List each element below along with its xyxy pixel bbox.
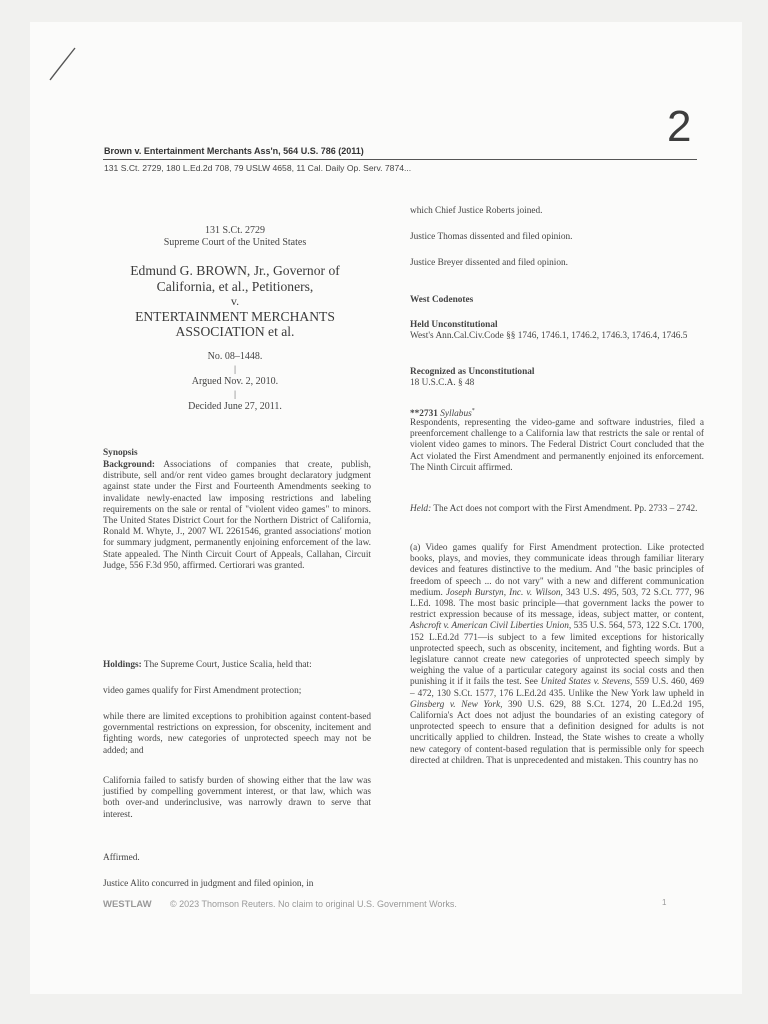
held-paragraph: Held: The Act does not comport with the First Amendment. Pp. 2733 – 2742.	[410, 504, 698, 514]
petitioner-line-2: California, et al., Petitioners,	[156, 279, 314, 294]
holding-item: video games qualify for First Amendment protection;	[103, 686, 302, 696]
recognized-unconstitutional-label: Recognized as Unconstitutional	[410, 367, 535, 377]
separator: |	[234, 364, 236, 374]
case-citations: 131 S.Ct. 2729, 180 L.Ed.2d 708, 79 USLW 4658, 11 Cal. Daily Op. Serv. 7874...	[104, 163, 412, 173]
header-divider	[103, 159, 697, 160]
concurrence-note: Justice Alito concurred in judgment and filed opinion, in	[103, 879, 314, 889]
holding-item: California failed to satisfy burden of showing either that the law was justified by compelling government interest, or that law, which was both over-and underinclusive, was narrowly drawn to serve that interest.	[103, 776, 371, 820]
syllabus-summary: Respondents, representing the video-game and software industries, filed a preenforcement challenge to a California law that restricts the sale or rental of violent video games to minors. The Federal District Court concluded that the Act violated the First Amendment and permanently enjoined its enforcement. The Ninth Circuit affirmed.	[410, 418, 704, 473]
held-unconstitutional-statutes: West's Ann.Cal.Civ.Code §§ 1746, 1746.1, 1746.2, 1746.3, 1746.4, 1746.5	[410, 331, 688, 341]
syllabus-paragraph-a: (a) Video games qualify for First Amendment protection. Like protected books, plays, and movies, they communicate ideas through familiar literary devices and features distinctive to the medium. And "the basic principles of freedom of speech ... do not vary" with a new and different communication medium. Joseph Burstyn, Inc. v. Wilson, 343 U.S. 495, 503, 72 S.Ct. 777, 96 L.Ed. 1098. The most basic principle—that government lacks the power to restrict expression because of its message, ideas, subject matter, or content, Ashcroft v. American Civil Liberties Union, 535 U.S. 564, 573, 122 S.Ct. 1700, 152 L.Ed.2d 771—is subject to a few limited exceptions for historically unprotected speech, such as obscenity, incitement, and fighting words. But a legislature cannot create new categories of unprotected speech simply by weighing the value of a particular category against its social costs and then punishing it if it fails the test. See United States v. Stevens, 559 U.S. 460, 469 – 472, 130 S.Ct. 1577, 176 L.Ed.2d 435. Unlike the New York law upheld in Ginsberg v. New York, 390 U.S. 629, 88 S.Ct. 1274, 20 L.Ed.2d 195, California's Act does not adjust the boundaries of an existing category of unprotected speech to ensure that a definition designed for adults is not uncritically applied to children. Instead, the State wishes to create a wholly new category of content-based regulation that is permissible only for speech directed at children. That is unprecedented and mistaken. This country has no	[410, 543, 705, 766]
docket-number: No. 08–1448.	[207, 351, 263, 362]
dissent-note: Justice Breyer dissented and filed opinion.	[410, 258, 569, 268]
case-title: Brown v. Entertainment Merchants Ass'n, 564 U.S. 786 (2011)	[104, 146, 364, 156]
petitioner-line-1: Edmund G. BROWN, Jr., Governor of	[130, 263, 340, 278]
respondent-line-1: ENTERTAINMENT MERCHANTS	[135, 309, 335, 324]
syllabus-heading: **2731 Syllabus*	[410, 408, 475, 420]
codenotes-heading: West Codenotes	[410, 295, 474, 305]
copyright-notice: © 2023 Thomson Reuters. No claim to original U.S. Government Works.	[170, 899, 457, 909]
dissent-note: Justice Thomas dissented and filed opinion.	[410, 232, 573, 242]
separator: |	[234, 389, 236, 399]
westlaw-brand: WESTLAW	[103, 899, 152, 910]
footer-page-number: 1	[662, 898, 667, 907]
held-unconstitutional-label: Held Unconstitutional	[410, 320, 498, 330]
recognized-unconstitutional-statute: 18 U.S.C.A. § 48	[410, 378, 475, 388]
synopsis-background: Background: Associations of companies that create, publish, distribute, sell and/or rent video games brought declaratory judgment against state under the First and Fourteenth Amendments seeking to invalidate newly-enacted law imposing restrictions and labeling requirements on the sale or rental of "violent video games" to minors. The United States District Court for the Northern District of California, Ronald M. Whyte, J., 2007 WL 2261546, granted associations' motion for summary judgment, permanently enjoining enforcement of the law. State appealed. The Ninth Circuit Court of Appeals, Callahan, Circuit Judge, 556 F.3d 950, affirmed. Certiorari was granted.	[103, 460, 371, 571]
handwritten-page-number: 2	[667, 102, 692, 151]
holding-item: while there are limited exceptions to prohibition against content-based governmental restrictions on expression, for obscenity, incitement and fighting words, new categories of unprotected speech may not be added; and	[103, 712, 371, 756]
disposition: Affirmed.	[103, 853, 140, 863]
holdings-intro: Holdings: The Supreme Court, Justice Scalia, held that:	[103, 660, 312, 670]
respondent-line-2: ASSOCIATION et al.	[175, 324, 295, 339]
decided-date: Decided June 27, 2011.	[188, 401, 282, 412]
reporter-citation: 131 S.Ct. 2729	[204, 225, 265, 236]
synopsis-heading: Synopsis	[103, 448, 138, 458]
versus: v.	[230, 294, 240, 308]
joined-note: which Chief Justice Roberts joined.	[410, 206, 543, 216]
court-name: Supreme Court of the United States	[163, 237, 307, 248]
pen-mark-icon	[48, 44, 78, 84]
argued-date: Argued Nov. 2, 2010.	[191, 376, 279, 387]
